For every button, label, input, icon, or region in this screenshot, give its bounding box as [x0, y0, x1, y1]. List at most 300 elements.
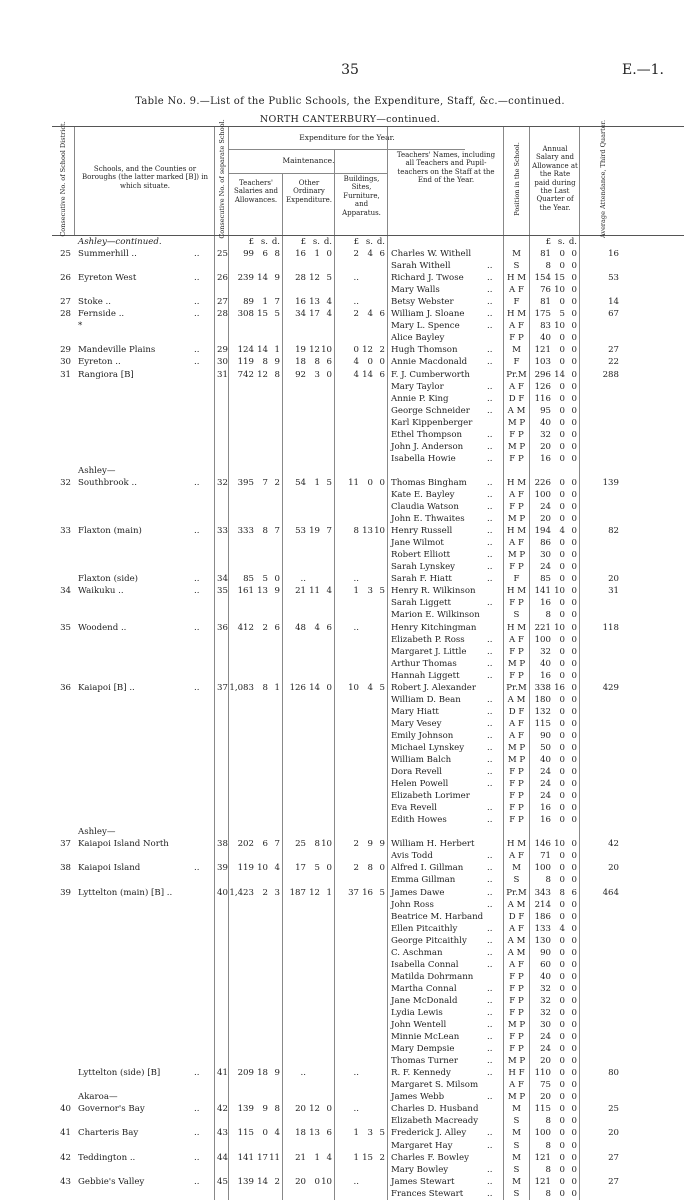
annual-salary-amount-shillings: 0: [559, 393, 565, 404]
other-expenditure-amount: [282, 730, 334, 742]
district-number: [52, 802, 74, 814]
annual-salary-amount-pence: 0: [571, 742, 577, 753]
salaries-amount-pence: [268, 549, 282, 561]
buildings-amount-shillings: [359, 441, 373, 453]
salaries-amount: [228, 1188, 282, 1200]
other-expenditure-amount-pence: [320, 332, 334, 344]
other-expenditure-amount-pence: [320, 754, 334, 766]
school-number: [214, 646, 228, 658]
other-expenditure-amount-pence: 7: [326, 526, 332, 537]
salaries-amount-shillings: 8: [262, 357, 268, 368]
teacher-position: M: [503, 248, 529, 260]
buildings-amount: [334, 694, 387, 706]
annual-salary-amount-shillings: 0: [559, 477, 565, 488]
other-expenditure-amount-shillings: 5: [314, 863, 320, 874]
buildings-amount: [334, 537, 387, 549]
school-number: [214, 1188, 228, 1200]
school-number: 43: [214, 1127, 228, 1139]
other-expenditure-amount-pence: 5: [326, 273, 332, 284]
buildings-amount-shillings: [359, 513, 373, 525]
annual-salary-amount: [529, 718, 579, 730]
buildings-amount-pounds: [335, 405, 359, 417]
other-expenditure-amount-shillings: [306, 802, 320, 814]
school-name: [74, 381, 194, 393]
annual-salary-amount-pounds: 16: [540, 803, 551, 814]
school-number: 38: [214, 838, 228, 850]
annual-salary-amount: [529, 1103, 579, 1115]
teacher-dots: ..: [487, 297, 493, 308]
table-row: [52, 1079, 684, 1091]
average-attendance: 429: [579, 682, 625, 694]
salaries-amount: [228, 790, 282, 802]
teacher-dots: ..: [487, 261, 493, 272]
header-maintenance: Maintenance.: [228, 149, 388, 174]
annual-salary-amount-pounds: 24: [540, 562, 551, 573]
annual-salary-amount-pence: 0: [571, 1008, 577, 1018]
table-row: [52, 935, 684, 947]
buildings-amount: [334, 754, 387, 766]
salaries-amount-pounds: 1,083: [229, 682, 254, 693]
annual-salary-amount: [529, 405, 579, 417]
salaries-amount-shillings: [254, 1031, 268, 1043]
buildings-amount-shillings: [359, 417, 373, 429]
table-row: [52, 730, 684, 742]
annual-salary-amount-pounds: [530, 826, 551, 838]
district-number: [52, 706, 74, 718]
salaries-amount: [228, 284, 282, 296]
salaries-amount-pounds: [229, 646, 254, 658]
school-number: [214, 405, 228, 417]
teacher-name: Mary Walls: [387, 284, 487, 296]
annual-salary-amount-shillings: 0: [559, 1044, 565, 1055]
other-expenditure-amount: [282, 658, 334, 670]
annual-salary-amount-shillings: 0: [559, 755, 565, 766]
annual-salary-amount-pence: 0: [571, 261, 577, 272]
school-number: [214, 381, 228, 393]
salaries-amount-shillings: 14: [257, 1176, 268, 1187]
buildings-amount-pence: 6: [379, 309, 385, 320]
annual-salary-amount-pence: 0: [571, 658, 577, 669]
annual-salary-amount-pence: 0: [571, 682, 577, 693]
leader-dots: [194, 1140, 214, 1152]
buildings-amount: [334, 320, 387, 332]
other-expenditure-amount-shillings: [306, 995, 320, 1007]
teacher-position: F P: [503, 814, 529, 826]
annual-salary-amount-shillings: 14: [554, 369, 565, 380]
buildings-amount-shillings: s.: [365, 237, 373, 247]
teacher-name: John E. Thwaites: [387, 513, 487, 525]
salaries-amount-pence: [268, 405, 282, 417]
buildings-amount-pence: [373, 332, 387, 344]
school-number: [214, 1115, 228, 1127]
salaries-amount-shillings: [254, 549, 268, 561]
annual-salary-amount-pounds: 24: [540, 502, 551, 513]
annual-salary-amount-shillings: 0: [559, 658, 565, 669]
annual-salary-amount: [529, 609, 579, 621]
school-name: [74, 670, 194, 682]
buildings-amount: [334, 1164, 387, 1176]
annual-salary-amount-pounds: 60: [540, 959, 551, 970]
teacher-position: F P: [503, 597, 529, 609]
salaries-amount-shillings: [254, 947, 268, 959]
teacher-dots: ..: [487, 742, 493, 753]
buildings-amount-pence: [373, 1067, 387, 1079]
annual-salary-amount-pounds: 90: [540, 730, 551, 741]
header-attendance: Average Attendance, Third Quarter.: [579, 127, 626, 235]
other-expenditure-amount: [282, 344, 334, 356]
average-attendance: [579, 260, 625, 272]
annual-salary-amount: [529, 1115, 579, 1127]
buildings-amount-pounds: ..: [353, 1068, 359, 1079]
other-expenditure-amount: [282, 706, 334, 718]
other-expenditure-amount-pence: [320, 874, 334, 886]
table-row: [52, 320, 684, 332]
annual-salary-amount-pence: 0: [571, 405, 577, 416]
school-name: *: [78, 321, 83, 332]
school-name: Summerhill ..: [78, 249, 137, 260]
other-expenditure-amount-pounds: ..: [300, 1068, 306, 1079]
teacher-position: M: [503, 862, 529, 874]
salaries-amount-pence: 9: [274, 1068, 280, 1079]
buildings-amount-shillings: [359, 1176, 373, 1188]
other-expenditure-amount-pence: 4: [326, 1152, 332, 1163]
salaries-amount: [228, 634, 282, 646]
salaries-amount-pence: [268, 670, 282, 682]
school-number: [214, 959, 228, 971]
table-row: [52, 344, 684, 356]
average-attendance: [579, 1043, 625, 1055]
annual-salary-amount: [529, 971, 579, 983]
other-expenditure-amount: [282, 634, 334, 646]
table-row: [52, 585, 684, 597]
annual-salary-amount-shillings: 0: [559, 429, 565, 440]
buildings-amount-shillings: [359, 742, 373, 754]
header-district: Consecutive No. of School District.: [58, 121, 67, 237]
salaries-amount-pounds: [229, 959, 254, 971]
buildings-amount-pounds: ..: [353, 622, 359, 633]
salaries-amount-pounds: 124: [237, 345, 254, 356]
teacher-name: John Wentell: [387, 1019, 487, 1031]
teacher-name: Emily Johnson: [387, 730, 487, 742]
leader-dots: [194, 826, 214, 838]
teacher-dots: ..: [487, 1056, 493, 1067]
school-name: [74, 1007, 194, 1019]
leader-dots: [194, 417, 214, 429]
other-expenditure-amount-pounds: [283, 393, 306, 405]
other-expenditure-amount: [282, 1007, 334, 1019]
annual-salary-amount-pence: 0: [571, 863, 577, 874]
teacher-position: A F: [503, 634, 529, 646]
salaries-amount-shillings: [254, 417, 268, 429]
other-expenditure-amount-pounds: [283, 959, 306, 971]
annual-salary-amount-pounds: 76: [540, 285, 551, 296]
district-number: [52, 923, 74, 935]
other-expenditure-amount-pence: [320, 1115, 334, 1127]
annual-salary-amount-pence: 0: [571, 1092, 577, 1103]
other-expenditure-amount: [282, 236, 334, 248]
salaries-amount: [228, 236, 282, 248]
salaries-amount-pence: [268, 706, 282, 718]
teacher-name: Emma Gillman: [387, 874, 487, 886]
district-number: [52, 983, 74, 995]
other-expenditure-amount: [282, 862, 334, 874]
buildings-amount: [334, 850, 387, 862]
salaries-amount-pounds: [229, 742, 254, 754]
buildings-amount: [334, 332, 387, 344]
buildings-amount-shillings: [359, 911, 373, 923]
annual-salary-amount: [529, 1127, 579, 1139]
other-expenditure-amount-pence: [320, 1091, 334, 1103]
salaries-amount-pounds: [229, 417, 254, 429]
table-row: [52, 525, 684, 537]
district-number: [52, 1164, 74, 1176]
other-expenditure-amount-shillings: [306, 441, 320, 453]
salaries-amount-shillings: [254, 646, 268, 658]
other-expenditure-amount-shillings: [306, 513, 320, 525]
other-expenditure-amount-pence: [320, 573, 334, 585]
table-row: [52, 694, 684, 706]
annual-salary-amount-pounds: 194: [534, 526, 551, 537]
other-expenditure-amount-pence: [320, 465, 334, 477]
other-expenditure-amount-pounds: 20: [295, 1104, 306, 1115]
annual-salary-amount-shillings: 0: [559, 1152, 565, 1163]
other-expenditure-amount: [282, 959, 334, 971]
average-attendance: [579, 1115, 625, 1127]
teacher-name: Annie Macdonald: [387, 356, 487, 368]
teacher-position: A F: [503, 718, 529, 730]
school-name: Fernside ..: [78, 309, 125, 320]
buildings-amount-pence: 5: [379, 682, 385, 693]
buildings-amount-pounds: 8: [353, 526, 359, 537]
salaries-amount-pence: 2: [274, 477, 280, 488]
teacher-name: Mary Hiatt: [387, 706, 487, 718]
buildings-amount-shillings: 15: [362, 1152, 373, 1163]
table-row: [52, 899, 684, 911]
salaries-amount: [228, 501, 282, 513]
other-expenditure-amount-shillings: 12: [309, 345, 320, 356]
annual-salary-amount-shillings: 0: [559, 791, 565, 802]
table-row: [52, 742, 684, 754]
other-expenditure-amount-shillings: [306, 1067, 320, 1079]
table-row: [52, 959, 684, 971]
average-attendance: [579, 381, 625, 393]
annual-salary-amount: [529, 573, 579, 585]
annual-salary-amount-pounds: 343: [534, 887, 551, 898]
annual-salary-amount-pence: 0: [571, 1128, 577, 1139]
annual-salary-amount-shillings: 0: [559, 1104, 565, 1115]
other-expenditure-amount: [282, 272, 334, 284]
annual-salary-amount: [529, 862, 579, 874]
other-expenditure-amount-pounds: [283, 706, 306, 718]
other-expenditure-amount-shillings: [306, 634, 320, 646]
buildings-amount-shillings: [359, 1188, 373, 1200]
salaries-amount-pounds: [229, 513, 254, 525]
buildings-amount-shillings: [359, 995, 373, 1007]
other-expenditure-amount: [282, 561, 334, 573]
teacher-dots: [487, 971, 503, 983]
other-expenditure-amount-shillings: [306, 874, 320, 886]
annual-salary-amount-pence: 0: [571, 851, 577, 862]
buildings-amount-shillings: [359, 549, 373, 561]
school-number: [214, 513, 228, 525]
school-number: [214, 634, 228, 646]
table-row: [52, 995, 684, 1007]
average-attendance: 27: [579, 1176, 625, 1188]
buildings-amount-pence: 0: [379, 863, 385, 874]
teacher-name: Mary Taylor: [387, 381, 487, 393]
salaries-amount-pounds: [229, 597, 254, 609]
buildings-amount-shillings: [359, 766, 373, 778]
salaries-amount: [228, 923, 282, 935]
other-expenditure-amount-pence: [320, 489, 334, 501]
buildings-amount-pounds: [335, 658, 359, 670]
annual-salary-amount-pounds: 8: [545, 1164, 551, 1175]
buildings-amount-pence: [373, 393, 387, 405]
other-expenditure-amount-shillings: [306, 597, 320, 609]
average-attendance: [579, 513, 625, 525]
annual-salary-amount-pounds: 75: [540, 1080, 551, 1091]
buildings-amount-shillings: 12: [362, 345, 373, 356]
average-attendance: 288: [579, 369, 625, 381]
salaries-amount-pence: [268, 561, 282, 573]
header-separate: Consecutive No. of separate School.: [214, 127, 229, 235]
salaries-amount-shillings: [254, 670, 268, 682]
other-expenditure-amount: [282, 525, 334, 537]
teacher-position: S: [503, 1115, 529, 1127]
buildings-amount: [334, 826, 387, 838]
buildings-amount-pounds: [335, 718, 359, 730]
buildings-amount-pounds: [335, 850, 359, 862]
leader-dots: [194, 453, 214, 465]
average-attendance: [579, 441, 625, 453]
leader-dots: [194, 1115, 214, 1127]
annual-salary-amount: [529, 923, 579, 935]
buildings-amount: [334, 1019, 387, 1031]
salaries-amount-shillings: 6: [262, 839, 268, 850]
teacher-dots: ..: [487, 923, 493, 934]
salaries-amount-pounds: [229, 874, 254, 886]
annual-salary-amount-pence: 0: [571, 586, 577, 597]
teacher-dots: ..: [487, 1032, 493, 1043]
buildings-amount-shillings: [359, 573, 373, 585]
annual-salary-amount-shillings: 0: [559, 767, 565, 778]
annual-salary-amount-pounds: 338: [534, 682, 551, 693]
district-number: [52, 236, 74, 248]
annual-salary-amount-pence: 0: [571, 730, 577, 741]
salaries-amount-shillings: 2: [262, 622, 268, 633]
salaries-amount-pounds: [229, 730, 254, 742]
other-expenditure-amount-pence: [320, 441, 334, 453]
annual-salary-amount-pence: 0: [571, 815, 577, 826]
buildings-amount: [334, 417, 387, 429]
other-expenditure-amount-shillings: [306, 501, 320, 513]
school-number: 37: [214, 682, 228, 694]
buildings-amount: [334, 381, 387, 393]
buildings-amount-pence: [373, 971, 387, 983]
buildings-amount-pounds: [335, 320, 359, 332]
other-expenditure-amount-pounds: 34: [295, 309, 306, 320]
buildings-amount-shillings: 8: [367, 863, 373, 874]
annual-salary-amount-pence: 0: [571, 779, 577, 790]
annual-salary-amount-shillings: 0: [559, 863, 565, 874]
other-expenditure-amount-pounds: [283, 381, 306, 393]
other-expenditure-amount: [282, 838, 334, 850]
teacher-position: F P: [503, 1007, 529, 1019]
teacher-dots: ..: [487, 670, 493, 681]
average-attendance: [579, 971, 625, 983]
other-expenditure-amount: [282, 1079, 334, 1091]
annual-salary-amount-pence: 0: [571, 899, 577, 910]
buildings-amount-pounds: [335, 959, 359, 971]
salaries-amount-shillings: 8: [262, 682, 268, 693]
average-attendance: [579, 658, 625, 670]
buildings-amount-pence: 2: [379, 1152, 385, 1163]
salaries-amount-pence: [268, 381, 282, 393]
teacher-position: F P: [503, 983, 529, 995]
other-expenditure-amount: [282, 754, 334, 766]
buildings-amount: [334, 1007, 387, 1019]
buildings-amount-pounds: [335, 1055, 359, 1067]
annual-salary-amount-shillings: 0: [559, 1164, 565, 1175]
school-number: 25: [214, 248, 228, 260]
table-row: [52, 308, 684, 320]
other-expenditure-amount-pence: 0: [326, 682, 332, 693]
average-attendance: [579, 332, 625, 344]
buildings-amount-pounds: [335, 260, 359, 272]
leader-dots: [194, 850, 214, 862]
average-attendance: [579, 802, 625, 814]
teacher-position: A F: [503, 1079, 529, 1091]
salaries-amount-pence: [268, 1043, 282, 1055]
buildings-amount-pounds: [335, 513, 359, 525]
table-row: [52, 862, 684, 874]
salaries-amount-pounds: [229, 465, 254, 477]
annual-salary-amount-pounds: 32: [540, 995, 551, 1006]
teacher-name: Edith Howes: [387, 814, 487, 826]
annual-salary-amount-pence: 0: [571, 1188, 577, 1199]
salaries-amount-shillings: 18: [257, 1068, 268, 1079]
district-number: [52, 826, 74, 838]
other-expenditure-amount-shillings: [306, 393, 320, 405]
annual-salary-amount: [529, 597, 579, 609]
leader-dots: [194, 670, 214, 682]
teacher-position: A F: [503, 850, 529, 862]
district-number: [52, 778, 74, 790]
teacher-position: M P: [503, 417, 529, 429]
buildings-amount-pounds: [335, 1007, 359, 1019]
teacher-name: Richard J. Twose: [387, 272, 487, 284]
school-number: [214, 1007, 228, 1019]
district-number: [52, 971, 74, 983]
salaries-amount-pence: [268, 983, 282, 995]
annual-salary-amount-shillings: 0: [559, 357, 565, 368]
other-expenditure-amount-shillings: 8: [314, 839, 320, 850]
salaries-amount-pence: 9: [274, 273, 280, 284]
other-expenditure-amount-pence: 0: [326, 369, 332, 380]
annual-salary-amount: [529, 236, 579, 248]
teacher-name: Ethel Thompson: [387, 429, 487, 441]
annual-salary-amount: [529, 513, 579, 525]
school-number: [214, 983, 228, 995]
salaries-amount-shillings: [254, 453, 268, 465]
buildings-amount-pence: [373, 742, 387, 754]
salaries-amount-pounds: [229, 429, 254, 441]
salaries-amount: [228, 1140, 282, 1152]
annual-salary-amount-pence: 0: [571, 911, 577, 922]
leader-dots: [194, 646, 214, 658]
teacher-name: Frances Stewart: [387, 1188, 487, 1200]
teacher-position: M P: [503, 1019, 529, 1031]
